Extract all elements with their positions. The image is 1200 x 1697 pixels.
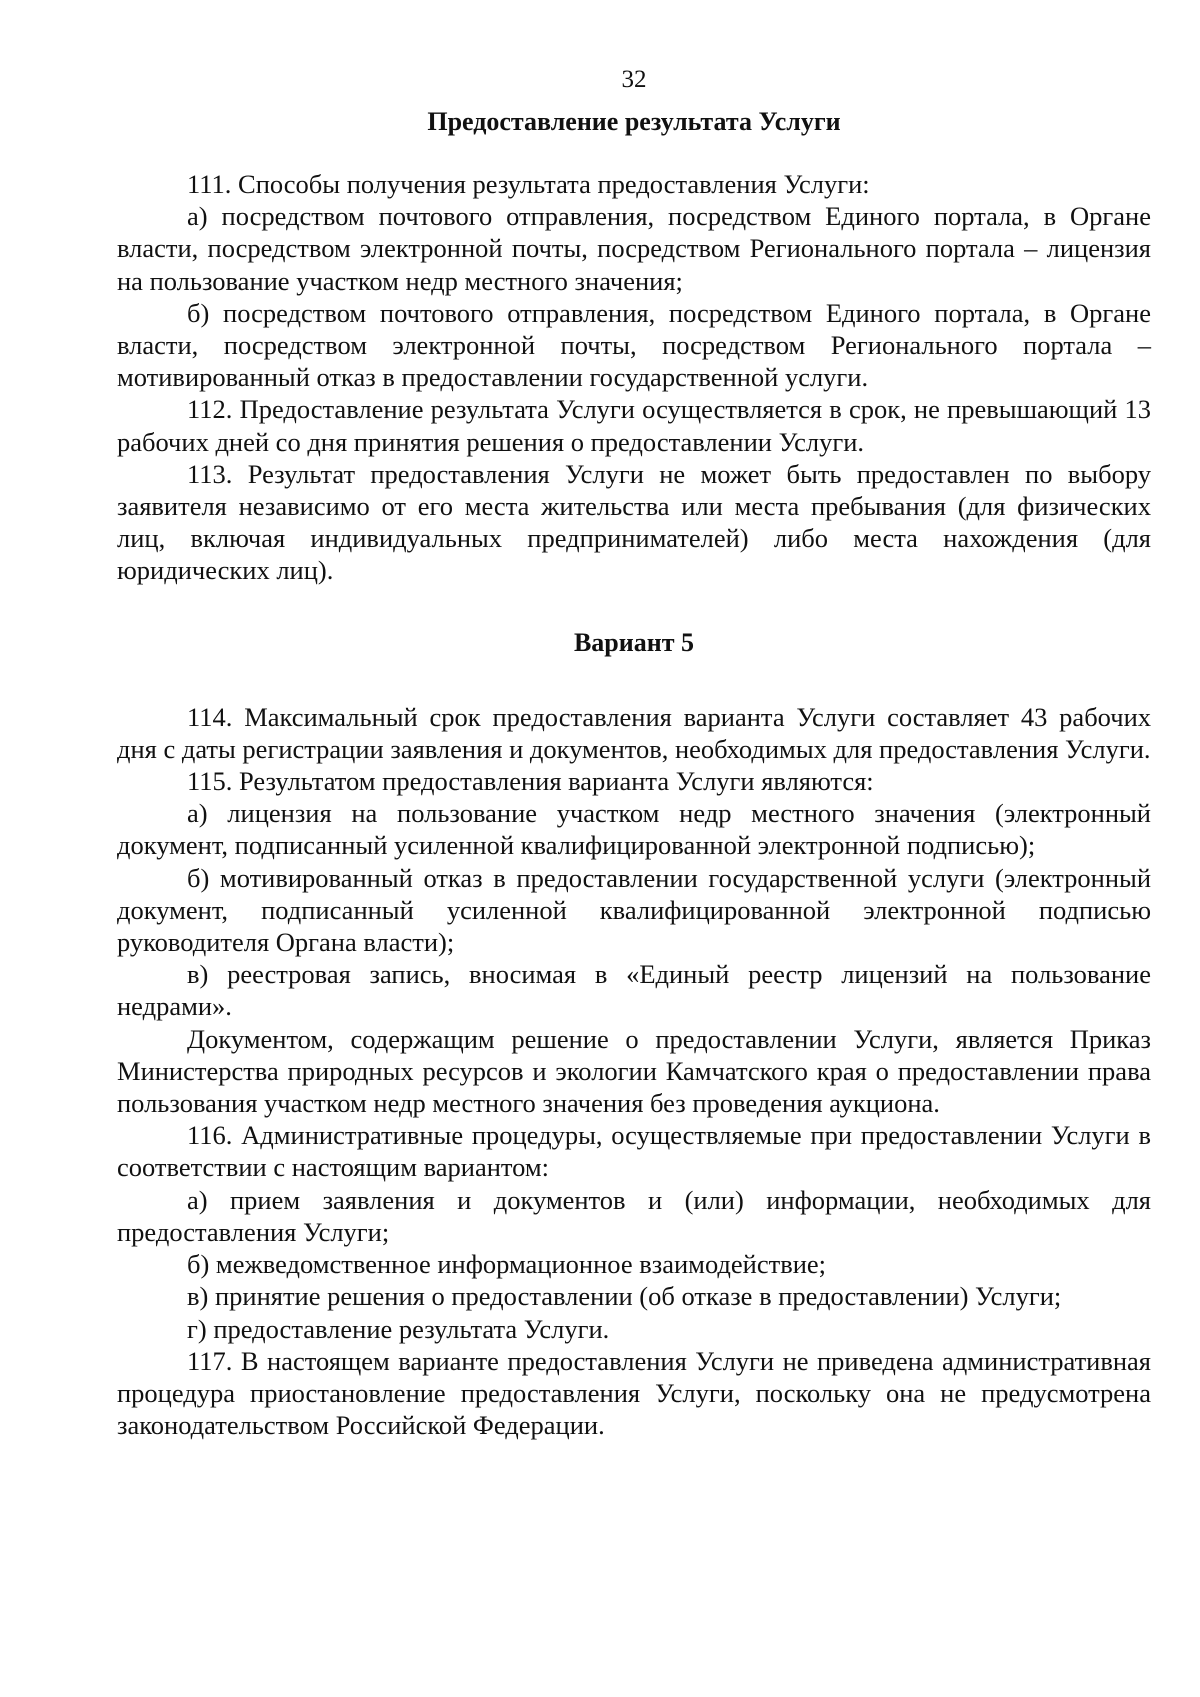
paragraph-115: 115. Результатом предоставления варианта Услуги являются: bbox=[187, 766, 874, 797]
paragraph-111-a: а) посредством почтового отправления, посредством Единого портала, в Органе власти, посредством электронной почты, посредством Регионального портала – лицензия на пользование участком недр местного значения; bbox=[117, 201, 1151, 296]
paragraph-116-b: б) межведомственное информационное взаимодействие; bbox=[187, 1249, 827, 1280]
paragraph-115-c: в) реестровая запись, вносимая в «Единый реестр лицензий на пользование недрами». bbox=[117, 959, 1151, 1022]
paragraph-113: 113. Результат предоставления Услуги не может быть предоставлен по выбору заявителя независимо от его места жительства или места пребывания (для физических лиц, включая индивидуальных предпринимателей) либо места нахождения (для юридических лиц). bbox=[117, 458, 1151, 586]
paragraph-115-b: б) мотивированный отказ в предоставлении государственной услуги (электронный документ, подписанный усиленной квалифицированной электронной подписью руководителя Органа власти); bbox=[117, 862, 1151, 958]
spacer bbox=[117, 138, 1151, 168]
document-page bbox=[117, 64, 1151, 1441]
paragraph-111: 111. Способы получения результата предоставления Услуги: bbox=[187, 169, 870, 199]
page-number: 32 bbox=[621, 66, 647, 93]
spacer bbox=[117, 659, 1151, 701]
paragraph-116-d: г) предоставление результата Услуги. bbox=[187, 1313, 610, 1344]
paragraph-115-document: Документом, содержащим решение о предоставлении Услуги, является Приказ Министерства природных ресурсов и экологии Камчатского края о предоставлении права пользования участком недр местного значения без проведения аукциона. bbox=[117, 1023, 1151, 1119]
paragraph-116: 116. Административные процедуры, осуществляемые при предоставлении Услуги в соответствии с настоящим вариантом: bbox=[117, 1120, 1151, 1183]
section-heading-result: Предоставление результата Услуги bbox=[427, 107, 841, 136]
paragraph-114: 114. Максимальный срок предоставления варианта Услуги составляет 43 рабочих дня с даты регистрации заявления и документов, необходимых для предоставления Услуги. bbox=[117, 701, 1151, 764]
section-heading-variant-5: Вариант 5 bbox=[573, 627, 695, 657]
paragraph-116-c: в) принятие решения о предоставлении (об отказе в предоставлении) Услуги; bbox=[187, 1281, 1062, 1312]
paragraph-112: 112. Предоставление результата Услуги осуществляется в срок, не превышающий 13 рабочих дней со дня принятия решения о предоставлении Услуги. bbox=[117, 394, 1151, 457]
paragraph-117: 117. В настоящем варианте предоставления Услуги не приведена административная процедура приостановление предоставления Услуги, поскольку она не предусмотрена законодательством Российской Федерации. bbox=[117, 1345, 1151, 1441]
paragraph-115-a: а) лицензия на пользование участком недр местного значения (электронный документ, подписанный усиленной квалифицированной электронной подписью); bbox=[117, 798, 1151, 861]
paragraph-111-b: б) посредством почтового отправления, посредством Единого портала, в Органе власти, посредством электронной почты, посредством Регионального портала – мотивированный отказ в предоставлении государственной услуги. bbox=[117, 297, 1151, 393]
paragraph-116-a: а) прием заявления и документов и (или) информации, необходимых для предоставления Услуги; bbox=[117, 1184, 1151, 1247]
